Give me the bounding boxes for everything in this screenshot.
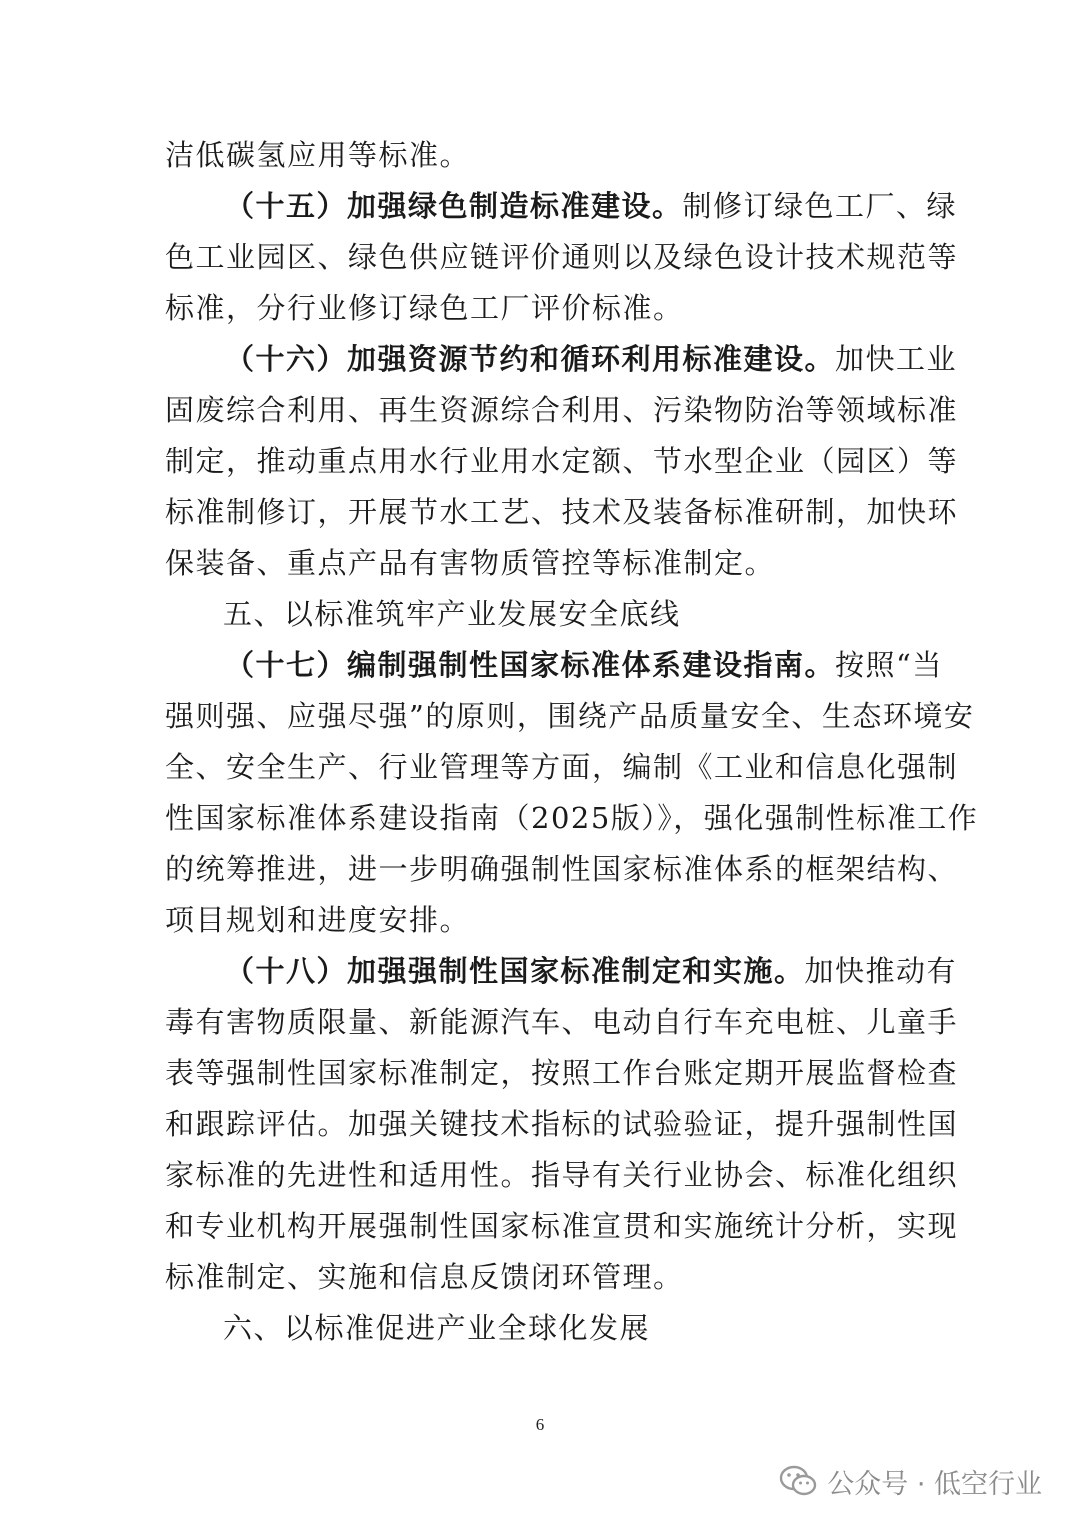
paragraph-line: 表等强制性国家标准制定，按照工作台账定期开展监督检查 — [165, 1056, 959, 1090]
chapter-heading: 六、以标准促进产业全球化发展 — [223, 1311, 651, 1345]
chapter-heading: 五、以标准筑牢产业发展安全底线 — [223, 597, 681, 631]
paragraph-line: 保装备、重点产品有害物质管控等标准制定。 — [165, 546, 776, 580]
paragraph-line: 和专业机构开展强制性国家标准宣贯和实施统计分析，实现 — [165, 1209, 959, 1243]
paragraph-line: 项目规划和进度安排。 — [165, 903, 471, 937]
paragraph-line: （十六）加强资源节约和循环利用标准建设。加快工业 — [225, 342, 958, 376]
paragraph-line: 性国家标准体系建设指南（2025版）》，强化强制性标准工作 — [165, 801, 979, 835]
wechat-icon — [779, 1464, 817, 1498]
paragraph-line: 洁低碳氢应用等标准。 — [165, 138, 471, 172]
paragraph-line: 毒有害物质限量、新能源汽车、电动自行车充电桩、儿童手 — [165, 1005, 959, 1039]
section-title: （十五）加强绿色制造标准建设。 — [225, 189, 683, 223]
paragraph-line: 标准制定、实施和信息反馈闭环管理。 — [165, 1260, 684, 1294]
paragraph-line: （十五）加强绿色制造标准建设。制修订绿色工厂、绿 — [225, 189, 958, 223]
page-number: 6 — [535, 1415, 545, 1434]
paragraph-line: 强则强、应强尽强”的原则，围绕产品质量安全、生态环境安 — [165, 699, 975, 733]
section-title: （十八）加强强制性国家标准制定和实施。 — [225, 954, 805, 988]
section-title: （十七）编制强制性国家标准体系建设指南。 — [225, 648, 836, 682]
watermark-text: 公众号 · 低空行业 — [827, 1468, 1042, 1500]
paragraph-line: 和跟踪评估。加强关键技术指标的试验验证，提升强制性国 — [165, 1107, 959, 1141]
paragraph-line: 标准，分行业修订绿色工厂评价标准。 — [165, 291, 684, 325]
paragraph-line: 的统筹推进，进一步明确强制性国家标准体系的框架结构、 — [165, 852, 959, 886]
watermark — [779, 1460, 1042, 1502]
paragraph-line: 家标准的先进性和适用性。指导有关行业协会、标准化组织 — [165, 1158, 959, 1192]
document-body — [165, 130, 979, 1354]
paragraph-line: （十八）加强强制性国家标准制定和实施。加快推动有 — [225, 954, 958, 988]
paragraph-line: 固废综合利用、再生资源综合利用、污染物防治等领域标准 — [165, 393, 959, 427]
paragraph-line: 标准制修订，开展节水工艺、技术及装备标准研制，加快环 — [165, 495, 959, 529]
paragraph-line: 全、安全生产、行业管理等方面，编制《工业和信息化强制 — [165, 750, 959, 784]
paragraph-line: 制定，推动重点用水行业用水定额、节水型企业（园区）等 — [165, 444, 959, 478]
section-title: （十六）加强资源节约和循环利用标准建设。 — [225, 342, 836, 376]
paragraph-line: 色工业园区、绿色供应链评价通则以及绿色设计技术规范等 — [165, 240, 959, 274]
paragraph-line: （十七）编制强制性国家标准体系建设指南。按照“当 — [225, 648, 943, 682]
